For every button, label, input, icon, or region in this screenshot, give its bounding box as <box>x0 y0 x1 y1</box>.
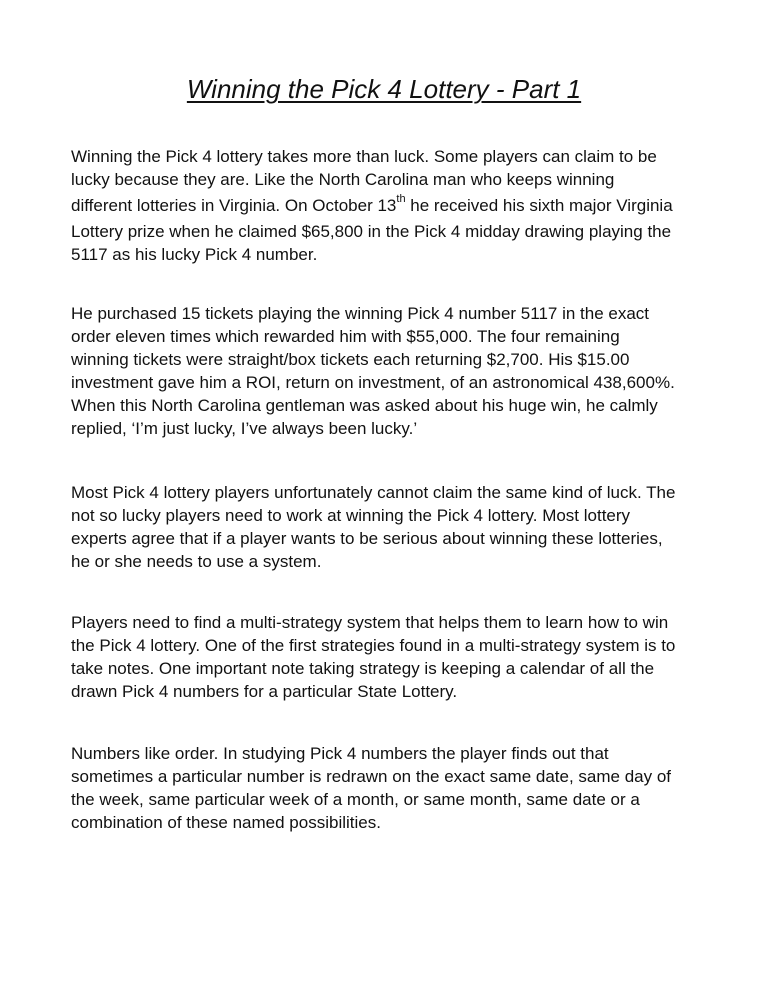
text-line-end: he received his sixth major Virginia <box>405 196 673 215</box>
text-line: experts agree that if a player wants to be serious about winning these lotteries, <box>71 529 663 548</box>
paragraph-4 <box>71 611 711 703</box>
text-line: winning tickets were straight/box tickets each returning $2,700. His $15.00 <box>71 350 630 369</box>
text-line: he or she needs to use a system. <box>71 552 322 571</box>
text-line: take notes. One important note taking strategy is keeping a calendar of all the <box>71 659 655 678</box>
text-line: sometimes a particular number is redrawn on the exact same date, same day of <box>71 767 672 786</box>
text-line: Numbers like order. In studying Pick 4 numbers the player finds out that <box>71 744 609 763</box>
paragraph-1 <box>71 145 711 266</box>
text-line: lucky because they are. Like the North Carolina man who keeps winning <box>71 170 615 189</box>
text-line: investment gave him a ROI, return on investment, of an astronomical 438,600%. <box>71 373 675 392</box>
text-line: the Pick 4 lottery. One of the first strategies found in a multi-strategy system is to <box>71 636 676 655</box>
page-title: Winning the Pick 4 Lottery - Part 1 <box>186 74 582 104</box>
text-line: He purchased 15 tickets playing the winning Pick 4 number 5117 in the exact <box>71 304 650 323</box>
text-line: Winning the Pick 4 lottery takes more than luck. Some players can claim to be <box>71 147 657 166</box>
text-line: When this North Carolina gentleman was asked about his huge win, he calmly <box>71 396 658 415</box>
text-line: not so lucky players need to work at winning the Pick 4 lottery. Most lottery <box>71 506 631 525</box>
text-line: combination of these named possibilities. <box>71 813 381 832</box>
text-line: 5117 as his lucky Pick 4 number. <box>71 245 318 264</box>
text-line: drawn Pick 4 numbers for a particular State Lottery. <box>71 682 458 701</box>
text-line <box>71 191 711 220</box>
text-line: the week, same particular week of a month, or same month, same date or a <box>71 790 640 809</box>
text-line: Most Pick 4 lottery players unfortunately cannot claim the same kind of luck. The <box>71 483 676 502</box>
text-line: Lottery prize when he claimed $65,800 in the Pick 4 midday drawing playing the <box>71 222 672 241</box>
paragraph-3 <box>71 481 711 573</box>
text-line-start: different lotteries in Virginia. On October 13 <box>71 196 397 215</box>
ordinal-superscript: th <box>396 193 406 206</box>
text-line: Players need to find a multi-strategy system that helps them to learn how to win <box>71 613 669 632</box>
text-line: order eleven times which rewarded him with $55,000. The four remaining <box>71 327 620 346</box>
paragraph-5 <box>71 742 711 834</box>
text-line: replied, ‘I’m just lucky, I’ve always been lucky.’ <box>71 419 418 438</box>
paragraph-2 <box>71 302 711 440</box>
